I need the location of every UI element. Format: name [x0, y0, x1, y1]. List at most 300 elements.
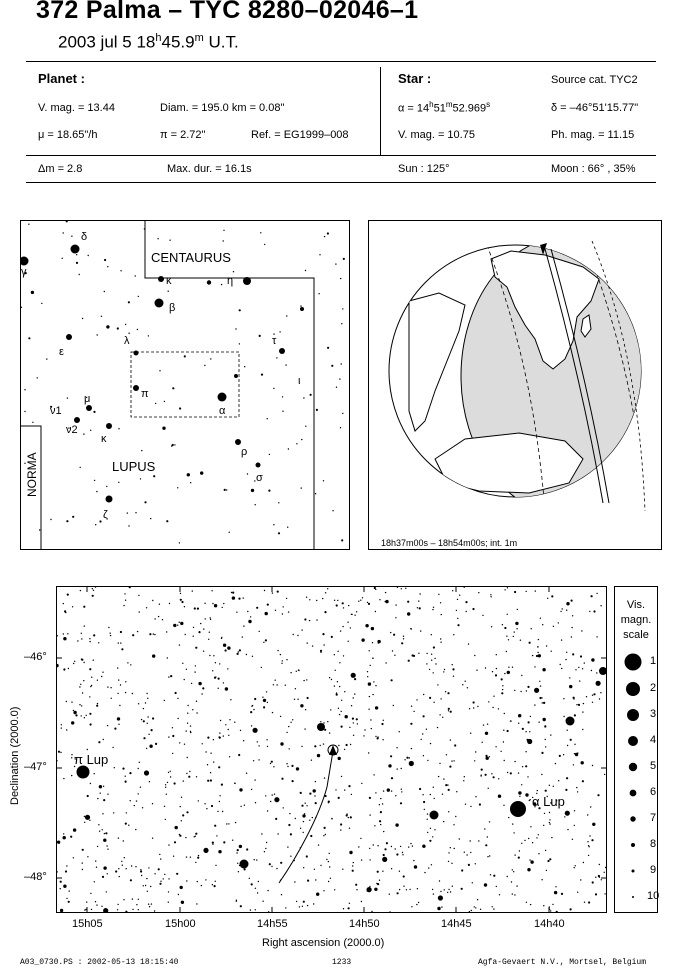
background-star: [301, 629, 302, 630]
background-star: [468, 643, 469, 644]
y-axis-label: Declination (2000.0): [9, 706, 21, 805]
background-star: [63, 633, 64, 634]
background-star: [213, 655, 214, 656]
background-star: [96, 705, 98, 707]
background-star: [527, 776, 528, 777]
background-star: [107, 794, 108, 795]
background-star: [282, 396, 283, 397]
background-star: [534, 666, 535, 667]
background-star: [147, 698, 148, 699]
background-star: [283, 807, 284, 808]
background-star: [212, 842, 214, 844]
background-star: [218, 850, 221, 853]
background-star: [211, 590, 212, 591]
background-star: [93, 411, 95, 413]
background-star: [340, 630, 341, 631]
background-star: [438, 895, 443, 900]
background-star: [104, 291, 105, 292]
background-star: [410, 843, 411, 844]
background-star: [549, 819, 550, 820]
background-star: [323, 480, 324, 481]
background-star: [380, 798, 381, 799]
background-star: [87, 795, 89, 797]
background-star: [422, 794, 423, 795]
background-star: [446, 754, 447, 755]
background-star: [286, 659, 287, 660]
background-star: [297, 699, 298, 700]
background-star: [421, 739, 422, 740]
background-star: [440, 642, 441, 643]
background-star: [325, 834, 326, 835]
background-star: [285, 685, 286, 686]
background-star: [369, 797, 371, 799]
background-star: [212, 670, 213, 671]
background-star: [273, 524, 274, 525]
background-star: [121, 861, 122, 862]
background-star: [456, 610, 457, 611]
background-star: [95, 901, 96, 902]
background-star: [604, 774, 605, 775]
background-star: [95, 524, 96, 525]
hour-sup: h: [155, 32, 162, 44]
background-star: [483, 724, 484, 725]
background-star: [201, 885, 202, 886]
background-star: [338, 745, 339, 746]
background-star: [526, 690, 527, 691]
asteroid-track: [279, 751, 333, 883]
background-star: [290, 856, 291, 857]
background-star: [259, 335, 261, 337]
background-star: [182, 814, 184, 816]
background-star: [538, 834, 539, 835]
background-star: [354, 678, 356, 680]
background-star: [465, 681, 466, 682]
scale-val-4: 4: [650, 734, 657, 746]
background-star: [403, 875, 405, 877]
background-star: [401, 791, 402, 792]
background-star: [138, 768, 139, 769]
background-star: [147, 723, 148, 724]
background-star: [194, 671, 195, 672]
background-star: [120, 642, 121, 643]
label-norma: NORMA: [25, 452, 39, 497]
scale-title-3: scale: [623, 629, 649, 641]
greek-mu: μ: [84, 393, 91, 405]
background-star: [273, 766, 274, 767]
background-star: [448, 789, 450, 791]
background-star: [89, 638, 90, 639]
greek-beta: β: [169, 302, 176, 314]
ra-tick-1500: 15h00: [165, 918, 196, 930]
background-star: [107, 873, 108, 874]
background-star: [389, 911, 390, 912]
background-star: [437, 727, 438, 728]
background-star: [168, 772, 169, 773]
background-star: [570, 908, 572, 910]
background-star: [159, 604, 160, 605]
greek-tau: τ: [272, 335, 277, 347]
background-star: [265, 848, 266, 849]
background-star: [61, 724, 62, 725]
background-star: [438, 594, 439, 595]
background-star: [464, 852, 465, 853]
background-star: [81, 633, 82, 634]
background-star: [330, 878, 331, 879]
background-star: [491, 773, 492, 774]
background-star: [165, 819, 166, 820]
background-star: [475, 751, 476, 752]
background-star: [118, 428, 119, 429]
background-star: [125, 600, 126, 601]
background-star: [605, 867, 606, 868]
background-star: [255, 504, 256, 505]
background-star: [152, 654, 155, 657]
background-star: [343, 607, 344, 608]
background-star: [151, 903, 152, 904]
background-star: [423, 755, 424, 756]
background-star: [403, 886, 404, 887]
star-field-chart: [56, 586, 607, 913]
background-star: [74, 661, 75, 662]
background-star: [205, 751, 206, 752]
background-star: [447, 692, 449, 694]
background-star: [401, 642, 403, 644]
background-star: [546, 645, 547, 646]
background-star: [427, 813, 428, 814]
background-star: [112, 747, 113, 748]
background-star: [541, 774, 542, 775]
background-star: [63, 833, 64, 834]
background-star: [401, 789, 402, 790]
ra-s-sup: s: [486, 100, 491, 109]
background-star: [329, 853, 330, 854]
background-star: [418, 902, 419, 903]
background-star: [361, 859, 362, 860]
background-star: [512, 893, 513, 894]
background-star: [218, 736, 220, 738]
star-label: Star :: [398, 71, 432, 86]
background-star: [341, 539, 343, 541]
background-star: [94, 881, 95, 882]
background-star: [347, 622, 348, 623]
background-star: [579, 680, 580, 681]
footer-file: A03_0730.PS : 2002-05-13 18:15:40: [20, 958, 179, 967]
background-star: [185, 634, 186, 635]
background-star: [207, 737, 209, 739]
background-star: [539, 697, 541, 699]
background-star: [473, 707, 474, 708]
background-star: [307, 905, 308, 906]
background-star: [280, 742, 283, 745]
background-star: [136, 800, 137, 801]
background-star: [473, 701, 475, 703]
background-star: [356, 889, 357, 890]
background-star: [107, 686, 108, 687]
background-star: [170, 776, 171, 777]
background-star: [167, 782, 168, 783]
background-star: [253, 760, 254, 761]
background-star: [73, 663, 74, 664]
background-star: [338, 797, 340, 799]
background-star: [66, 221, 68, 222]
background-star: [165, 787, 166, 788]
background-star: [187, 757, 188, 758]
background-star: [125, 911, 127, 912]
background-star: [277, 833, 278, 834]
background-star: [139, 762, 140, 763]
background-star: [543, 825, 544, 826]
background-star: [389, 894, 390, 895]
background-star: [563, 754, 564, 755]
background-star: [341, 711, 342, 712]
background-star: [264, 590, 265, 591]
ra-tick-1440: 14h40: [534, 918, 565, 930]
background-star: [596, 681, 601, 686]
background-star: [383, 720, 384, 721]
background-star: [110, 687, 111, 688]
background-star: [170, 771, 171, 772]
background-star: [338, 708, 339, 709]
background-star: [411, 748, 412, 749]
background-star: [132, 693, 133, 694]
background-star: [445, 784, 447, 786]
background-star: [423, 715, 425, 717]
background-star: [402, 854, 403, 855]
background-star: [429, 697, 431, 699]
background-star: [186, 880, 187, 881]
background-star: [101, 906, 102, 907]
background-star: [120, 270, 121, 271]
background-star: [80, 590, 81, 591]
background-star: [457, 599, 458, 600]
background-star: [553, 626, 554, 627]
background-star: [263, 642, 264, 643]
header-divider: [380, 67, 381, 155]
background-star: [353, 697, 354, 698]
background-star: [168, 736, 169, 737]
background-star: [566, 610, 567, 611]
background-star: [369, 848, 370, 849]
planet-parallax: π = 2.72": [160, 129, 206, 141]
background-star: [176, 873, 178, 875]
background-star: [592, 695, 593, 696]
dec-tick-46: –46°: [24, 651, 47, 663]
background-star: [601, 879, 602, 880]
background-star: [580, 879, 581, 880]
background-star: [191, 683, 192, 684]
background-star: [380, 811, 382, 813]
background-star: [513, 636, 514, 637]
background-star: [369, 886, 370, 887]
background-star: [32, 422, 33, 423]
background-star: [384, 848, 386, 850]
background-star: [89, 713, 91, 715]
background-star: [228, 735, 229, 736]
background-star: [448, 861, 449, 862]
background-star: [474, 655, 475, 656]
background-star: [162, 619, 163, 620]
background-star: [353, 862, 354, 863]
background-star: [269, 454, 270, 455]
background-star: [422, 733, 423, 734]
background-star: [312, 817, 313, 818]
background-star: [203, 628, 204, 629]
background-star: [481, 775, 482, 776]
background-star: [266, 691, 267, 692]
background-star: [323, 743, 324, 744]
background-star: [179, 407, 181, 409]
background-star: [90, 783, 91, 784]
background-star: [340, 823, 342, 825]
background-star: [574, 714, 576, 716]
planet-vmag: V. mag. = 13.44: [38, 102, 115, 114]
background-star: [159, 883, 161, 885]
background-star: [396, 853, 398, 855]
background-star: [508, 639, 509, 640]
background-star: [323, 644, 324, 645]
background-star: [275, 610, 276, 611]
background-star: [179, 644, 180, 645]
background-star: [125, 692, 126, 693]
background-star: [187, 473, 190, 476]
background-star: [350, 627, 351, 628]
background-star: [158, 616, 159, 617]
background-star: [437, 684, 438, 685]
background-star: [98, 824, 99, 825]
background-star: [168, 676, 169, 677]
background-star: [419, 607, 421, 609]
background-star: [172, 735, 174, 737]
background-star: [448, 708, 450, 710]
background-star: [422, 845, 425, 848]
background-star: [529, 859, 530, 860]
background-star: [106, 325, 109, 328]
background-star: [493, 908, 494, 909]
background-star: [441, 614, 442, 615]
background-star: [58, 751, 60, 753]
background-star: [547, 860, 549, 862]
background-star: [431, 634, 432, 635]
background-star: [24, 389, 25, 390]
constellation-stars: [21, 221, 345, 544]
background-star: [527, 739, 529, 741]
background-star: [392, 650, 393, 651]
background-star: [186, 730, 187, 731]
background-star: [368, 709, 369, 710]
background-star: [181, 820, 182, 821]
background-star: [340, 829, 341, 830]
background-star: [361, 901, 362, 902]
background-star: [288, 824, 290, 826]
background-star: [560, 611, 561, 612]
background-star: [506, 636, 507, 637]
background-star: [277, 650, 278, 651]
scale-title-1: Vis.: [626, 599, 646, 611]
background-star: [414, 865, 417, 868]
delta-mag: Δm = 2.8: [38, 163, 83, 175]
background-star: [437, 907, 440, 910]
background-star: [485, 844, 487, 846]
background-star: [203, 651, 204, 652]
background-star: [186, 811, 188, 813]
background-star: [457, 618, 458, 619]
background-star: [164, 401, 165, 402]
background-star: [219, 732, 220, 733]
background-star: [452, 590, 453, 591]
background-star: [130, 879, 132, 881]
background-star: [197, 857, 199, 859]
background-star: [502, 624, 503, 625]
background-star: [571, 686, 572, 687]
background-star: [408, 660, 410, 662]
background-star: [374, 587, 376, 589]
background-star: [440, 602, 441, 603]
background-star: [282, 411, 283, 412]
background-star: [81, 659, 83, 661]
background-star: [214, 604, 217, 607]
background-star: [428, 867, 429, 868]
background-star: [281, 663, 282, 664]
background-star: [102, 813, 103, 814]
background-star: [220, 720, 221, 721]
background-star: [344, 691, 345, 692]
background-star: [57, 760, 58, 761]
background-star: [344, 749, 345, 750]
background-star: [487, 836, 488, 837]
background-star: [110, 635, 111, 636]
background-star: [388, 764, 391, 767]
background-star: [135, 866, 136, 867]
background-star: [582, 668, 583, 669]
background-star: [394, 655, 395, 656]
background-star: [21, 307, 22, 308]
background-star: [348, 817, 349, 818]
background-star: [484, 883, 487, 886]
background-star: [595, 877, 596, 878]
background-star: [310, 394, 312, 396]
background-star: [249, 878, 250, 879]
background-star: [393, 705, 394, 706]
background-star: [73, 710, 74, 711]
background-star: [309, 599, 310, 600]
background-star: [450, 711, 452, 713]
background-star: [60, 888, 61, 889]
background-star: [518, 723, 519, 724]
background-star: [349, 903, 350, 904]
background-star: [433, 607, 434, 608]
background-star: [546, 870, 547, 871]
background-star: [193, 627, 194, 628]
background-star: [129, 587, 131, 588]
background-star: [315, 879, 316, 880]
background-star: [401, 588, 402, 589]
background-star: [63, 885, 66, 888]
background-star: [224, 489, 226, 491]
background-star: [572, 615, 573, 616]
background-star: [540, 618, 541, 619]
background-star: [279, 331, 280, 332]
background-star: [305, 709, 306, 710]
background-star: [574, 753, 575, 754]
greek-pi: π: [141, 388, 149, 400]
background-star: [574, 744, 575, 745]
background-star: [399, 889, 400, 890]
background-star: [496, 668, 497, 669]
background-star: [434, 658, 435, 659]
background-star: [491, 626, 492, 627]
background-star: [519, 796, 520, 797]
background-star: [348, 907, 350, 909]
